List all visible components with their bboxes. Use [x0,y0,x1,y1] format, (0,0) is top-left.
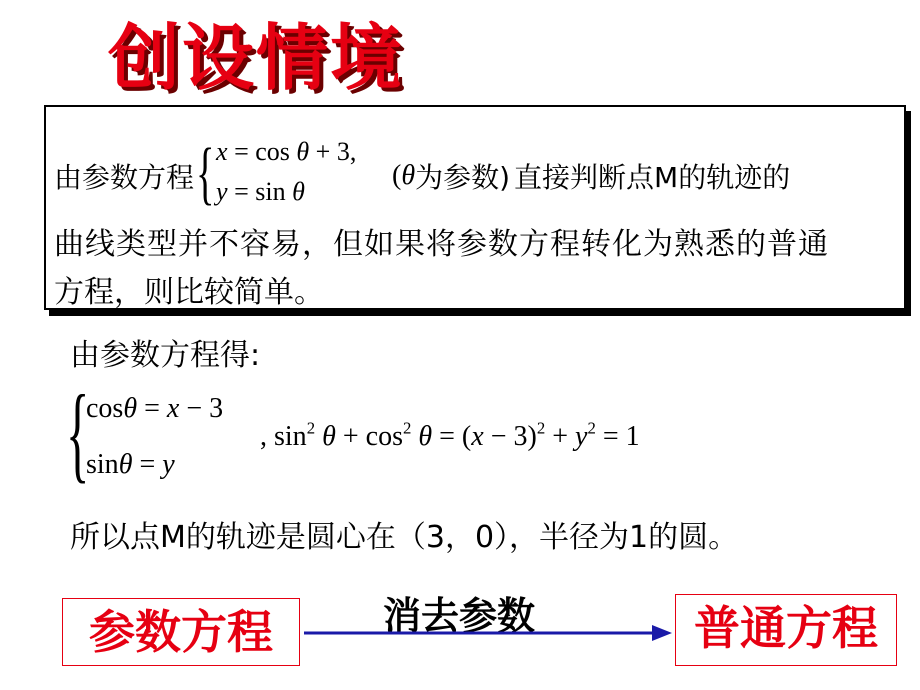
param-note: (θ [392,160,416,191]
problem-line-3: 方程，则比较简单。 [54,275,324,310]
param-note-text: 为参数) [415,161,511,194]
problem-box [44,105,906,310]
ordinary-equation-box: 普通方程 [675,594,897,666]
equation-x: x = cos θ + 3, [216,137,357,166]
page-title: 创设情境 [108,16,405,100]
equation-sin: sinθ = y [86,449,175,480]
arrow-icon [300,620,680,646]
equation-y: y = sin θ [216,177,305,206]
problem-line-2: 曲线类型并不容易，但如果将参数方程转化为熟悉的普通 [54,227,829,262]
equation-cos: cosθ = x − 3 [86,393,224,424]
eliminate-parameter-label: 消去参数 [383,594,536,638]
derive-intro: 由参数方程得: [70,338,261,373]
parametric-system [196,135,386,213]
problem-line-1 [54,135,791,213]
system-brace: { [66,374,90,493]
parametric-equation-box: 参数方程 [62,598,300,666]
problem-intro: 由参数方程 [54,161,195,194]
problem-question: 直接判断点M的轨迹的 [514,161,791,194]
derived-system [66,374,806,495]
left-brace: { [196,135,215,212]
conclusion-text: 所以点M的轨迹是圆心在（3，0），半径为1的圆。 [70,520,739,555]
pythagorean-identity: , $\sin^2 \theta + \cos^2 \theta = (x - 3)^2 + y^2 = 1$ [260,418,640,452]
